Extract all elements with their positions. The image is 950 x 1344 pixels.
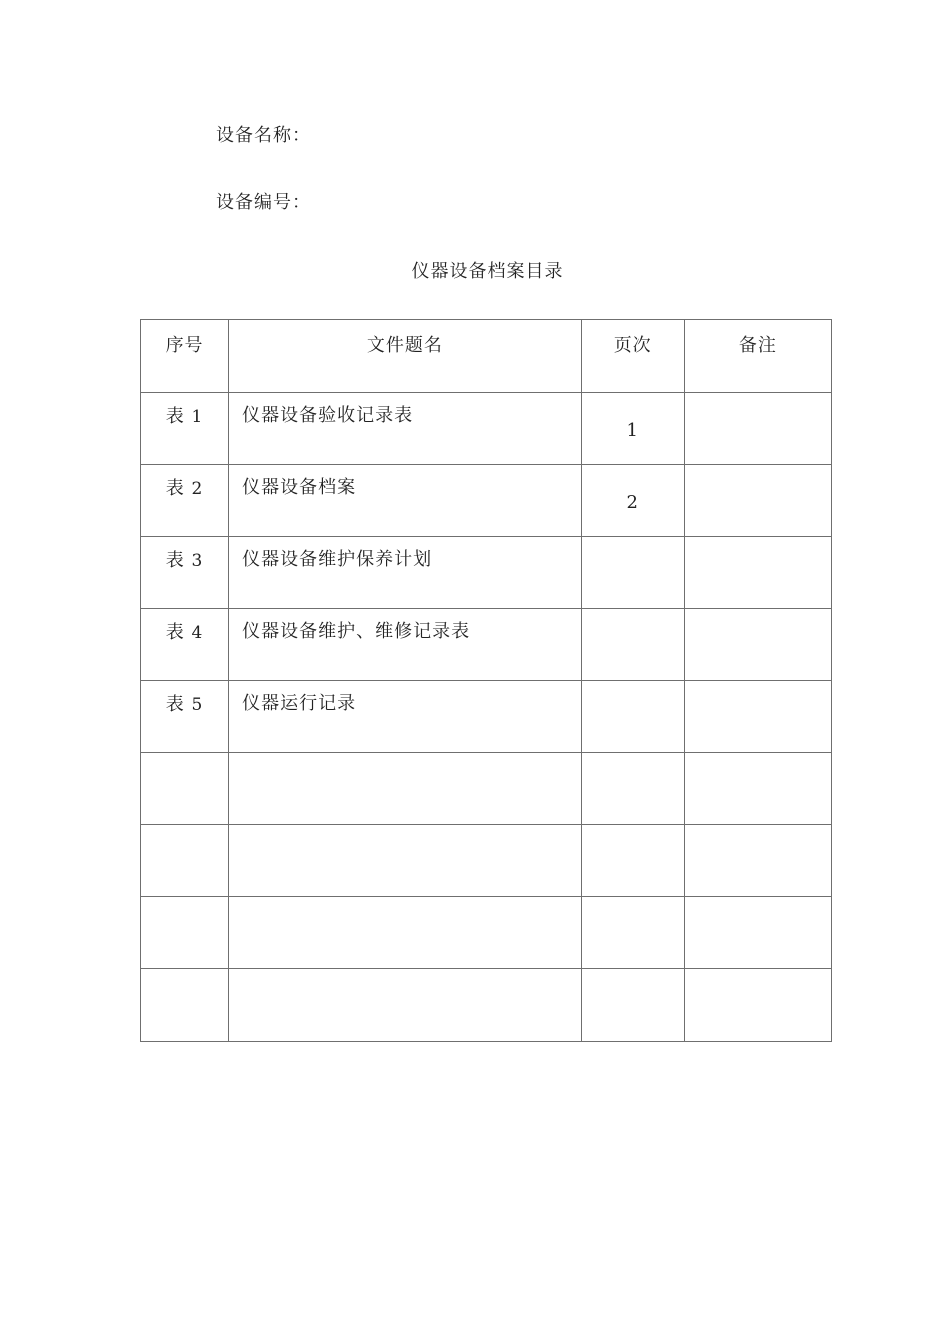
row-page bbox=[581, 681, 684, 753]
row-seq-cell bbox=[141, 537, 229, 609]
row-seq-cell bbox=[141, 897, 229, 969]
row-note bbox=[684, 465, 831, 537]
header-page: 页次 bbox=[581, 320, 684, 393]
row-file-title: 仪器设备维护、维修记录表 bbox=[229, 609, 582, 681]
row-note bbox=[684, 969, 831, 1042]
table-row bbox=[141, 681, 832, 753]
row-file-title: 仪器运行记录 bbox=[229, 681, 582, 753]
row-seq-number: 4 bbox=[191, 623, 204, 643]
row-page bbox=[581, 825, 684, 897]
row-note bbox=[684, 681, 831, 753]
table-row bbox=[141, 537, 832, 609]
row-seq-cell bbox=[141, 969, 229, 1042]
document-title: 仪器设备档案目录 bbox=[411, 261, 564, 282]
table-row bbox=[141, 609, 832, 681]
header-note: 备注 bbox=[684, 320, 831, 393]
equipment-number-label: 设备编号： bbox=[216, 192, 311, 213]
row-file-title bbox=[229, 969, 582, 1042]
table-row bbox=[141, 969, 832, 1042]
row-seq-cell bbox=[141, 465, 229, 537]
row-seq-prefix: 表 bbox=[165, 406, 185, 427]
header-file-title: 文件题名 bbox=[229, 320, 582, 393]
row-note bbox=[684, 753, 831, 825]
row-file-title bbox=[229, 825, 582, 897]
table-row bbox=[141, 753, 832, 825]
catalog-table bbox=[140, 319, 832, 1042]
row-note bbox=[684, 393, 831, 465]
row-page: 2 bbox=[581, 465, 684, 537]
row-page bbox=[581, 969, 684, 1042]
row-note bbox=[684, 825, 831, 897]
table-row bbox=[141, 825, 832, 897]
row-note bbox=[684, 537, 831, 609]
row-page bbox=[581, 609, 684, 681]
row-file-title: 仪器设备维护保养计划 bbox=[229, 537, 582, 609]
row-seq-number: 3 bbox=[191, 551, 204, 571]
row-seq-cell bbox=[141, 393, 229, 465]
row-file-title: 仪器设备档案 bbox=[229, 465, 582, 537]
row-seq-cell bbox=[141, 609, 229, 681]
table-body bbox=[141, 393, 832, 1042]
table-header-row bbox=[141, 320, 832, 393]
row-seq-prefix: 表 bbox=[165, 550, 185, 571]
row-seq-prefix: 表 bbox=[165, 694, 185, 715]
equipment-name-label: 设备名称： bbox=[216, 125, 311, 146]
row-page bbox=[581, 753, 684, 825]
row-seq-cell bbox=[141, 753, 229, 825]
row-file-title bbox=[229, 897, 582, 969]
table-row bbox=[141, 897, 832, 969]
table-row bbox=[141, 465, 832, 537]
row-page: 1 bbox=[581, 393, 684, 465]
row-seq-cell bbox=[141, 681, 229, 753]
row-seq-number: 1 bbox=[191, 407, 204, 427]
row-page bbox=[581, 537, 684, 609]
row-file-title: 仪器设备验收记录表 bbox=[229, 393, 582, 465]
table-row bbox=[141, 393, 832, 465]
row-seq-number: 5 bbox=[191, 695, 204, 715]
row-seq-prefix: 表 bbox=[165, 622, 185, 643]
row-seq-cell bbox=[141, 825, 229, 897]
row-file-title bbox=[229, 753, 582, 825]
row-seq-prefix: 表 bbox=[165, 478, 185, 499]
row-page bbox=[581, 897, 684, 969]
row-note bbox=[684, 609, 831, 681]
row-seq-number: 2 bbox=[191, 479, 204, 499]
row-note bbox=[684, 897, 831, 969]
header-seq: 序号 bbox=[141, 320, 229, 393]
